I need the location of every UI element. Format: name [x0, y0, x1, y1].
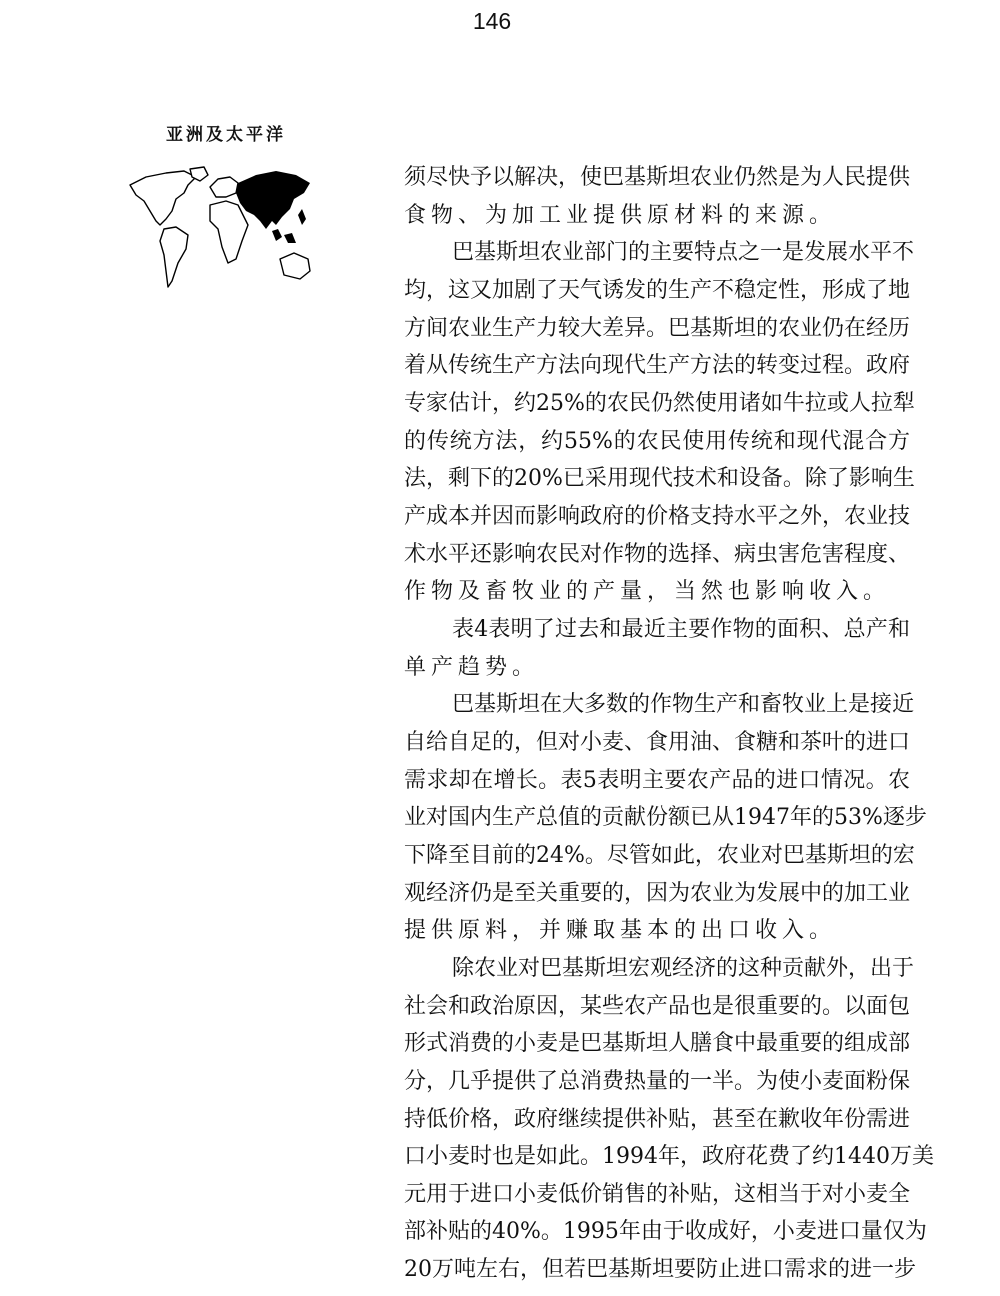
text-line: 社会和政治原因，某些农产品也是很重要的。以面包 — [404, 993, 911, 1019]
text-line: 下降至目前的24%。尽管如此，农业对巴基斯坦的宏 — [404, 842, 915, 868]
text-line: 持低价格，政府继续提供补贴，甚至在歉收年份需进 — [404, 1106, 911, 1132]
text-line: 业对国内生产总值的贡献份额已从1947年的53%逐步 — [404, 805, 927, 831]
text-line: 术水平还影响农民对作物的选择、病虫害危害程度、 — [404, 541, 911, 567]
text-line: 方间农业生产力较大差异。巴基斯坦的农业仍在经历 — [404, 315, 911, 341]
text-line: 口小麦时也是如此。1994年，政府花费了约1440万美 — [404, 1144, 934, 1170]
text-line: 法，剩下的20%已采用现代技术和设备。除了影响生 — [404, 466, 915, 492]
page-number: 146 — [472, 8, 512, 34]
section-title: 亚洲及太平洋 — [166, 125, 286, 145]
text-line: 自给自足的，但对小麦、食用油、食糖和茶叶的进口 — [404, 729, 911, 755]
world-map-icon — [126, 163, 314, 303]
text-line: 除农业对巴基斯坦宏观经济的这种贡献外，出于 — [452, 955, 915, 981]
text-line: 部补贴的40%。1995年由于收成好，小麦进口量仅为 — [404, 1219, 927, 1245]
text-line: 表4表明了过去和最近主要作物的面积、总产和 — [452, 616, 910, 642]
text-line: 分，几乎提供了总消费热量的一半。为使小麦面粉保 — [404, 1068, 911, 1094]
text-line: 巴基斯坦在大多数的作物生产和畜牧业上是接近 — [452, 692, 915, 718]
text-line: 均，这又加剧了天气诱发的生产不稳定性，形成了地 — [404, 277, 911, 303]
text-line: 20万吨左右，但若巴基斯坦要防止进口需求的进一步 — [404, 1257, 916, 1283]
text-line: 需求却在增长。表5表明主要农产品的进口情况。农 — [404, 767, 910, 793]
text-line: 提供原料，并赚取基本的出口收入。 — [404, 918, 837, 944]
text-line: 单产趋势。 — [404, 654, 540, 680]
text-line: 须尽快予以解决，使巴基斯坦农业仍然是为人民提供 — [404, 165, 911, 190]
text-line: 产成本并因而影响政府的价格支持水平之外，农业技 — [404, 503, 911, 529]
text-line: 食物、为加工业提供原材料的来源。 — [404, 202, 837, 228]
text-line: 的传统方法，约55%的农民使用传统和现代混合方 — [404, 428, 910, 454]
text-line: 元用于进口小麦低价销售的补贴，这相当于对小麦全 — [404, 1181, 911, 1207]
text-line: 着从传统生产方法向现代生产方法的转变过程。政府 — [404, 353, 911, 379]
text-line: 巴基斯坦农业部门的主要特点之一是发展水平不 — [452, 240, 915, 266]
text-line: 作物及畜牧业的产量，当然也影响收入。 — [404, 579, 891, 605]
text-line: 形式消费的小麦是巴基斯坦人膳食中最重要的组成部 — [404, 1031, 911, 1057]
text-line: 观经济仍是至关重要的，因为农业为发展中的加工业 — [404, 880, 911, 906]
text-line: 专家估计，约25%的农民仍然使用诸如牛拉或人拉犁 — [404, 390, 915, 416]
